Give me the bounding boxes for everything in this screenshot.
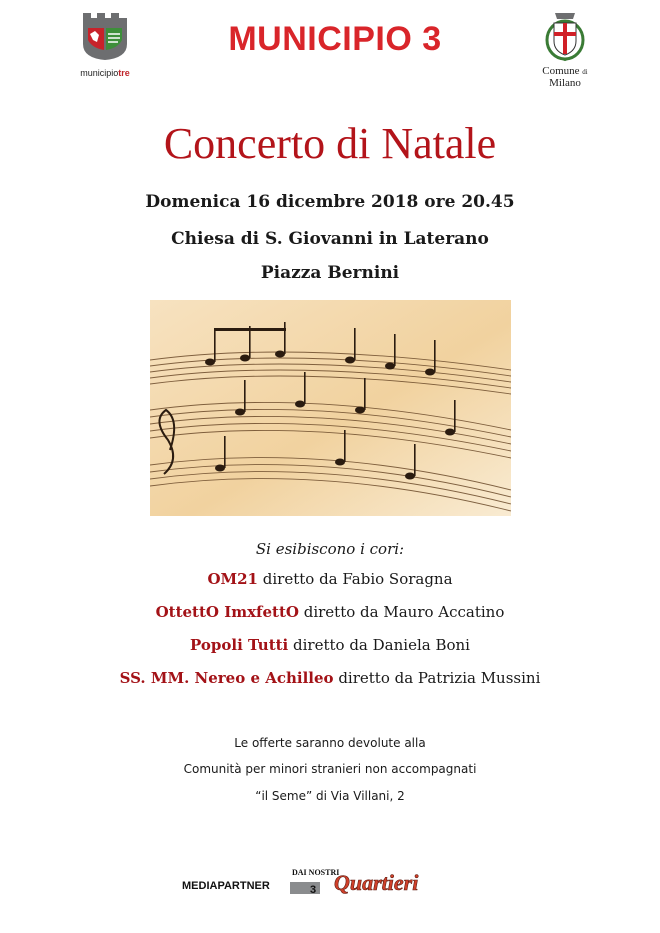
donation-note: “il Seme” di Via Villani, 2 (255, 789, 405, 803)
choir-director: diretto da Patrizia Mussini (333, 669, 541, 687)
mediapartner-label: MEDIAPARTNER (182, 880, 270, 892)
page-title: MUNICIPIO 3 (228, 20, 442, 58)
donation-note: Comunità per minori stranieri non accompagnati (183, 762, 477, 776)
municipio-tre-crest-icon (80, 10, 130, 62)
choir-name: OM21 (207, 570, 258, 588)
municipio-tre-caption: municipiotre (80, 68, 130, 78)
sheet-music-image (150, 300, 511, 516)
choir-name: SS. MM. Nereo e Achilleo (119, 669, 334, 687)
municipio-tre-logo (70, 10, 140, 82)
choir-name: OttettO ImxfettO (155, 603, 299, 621)
quartieri-logo-number: 3 (310, 884, 317, 896)
choir-director: diretto da Mauro Accatino (298, 603, 505, 621)
choir-name: Popoli Tutti (190, 636, 289, 654)
milano-coat-of-arms-icon (545, 10, 585, 62)
event-venue: Chiesa di S. Giovanni in Laterano (171, 229, 489, 249)
event-square: Piazza Bernini (260, 263, 400, 283)
comune-milano-caption: Comune di Milano (542, 65, 588, 89)
quartieri-logo-name: Quartieri (334, 870, 419, 895)
choir-line (0, 603, 660, 621)
choir-line (0, 636, 660, 654)
quartieri-logo (290, 866, 470, 896)
quartieri-logo-small: DAI NOSTRI (292, 868, 340, 877)
comune-milano-logo (535, 10, 595, 95)
choir-line (0, 669, 660, 687)
choirs-intro: Si esibiscono i cori: (255, 540, 405, 558)
event-title: Concerto di Natale (163, 119, 497, 168)
donation-note: Le offerte saranno devolute alla (234, 736, 426, 750)
choir-director: diretto da Daniela Boni (288, 636, 470, 654)
choir-line (0, 570, 660, 588)
choir-director: diretto da Fabio Soragna (258, 570, 453, 588)
event-date: Domenica 16 dicembre 2018 ore 20.45 (145, 192, 515, 212)
